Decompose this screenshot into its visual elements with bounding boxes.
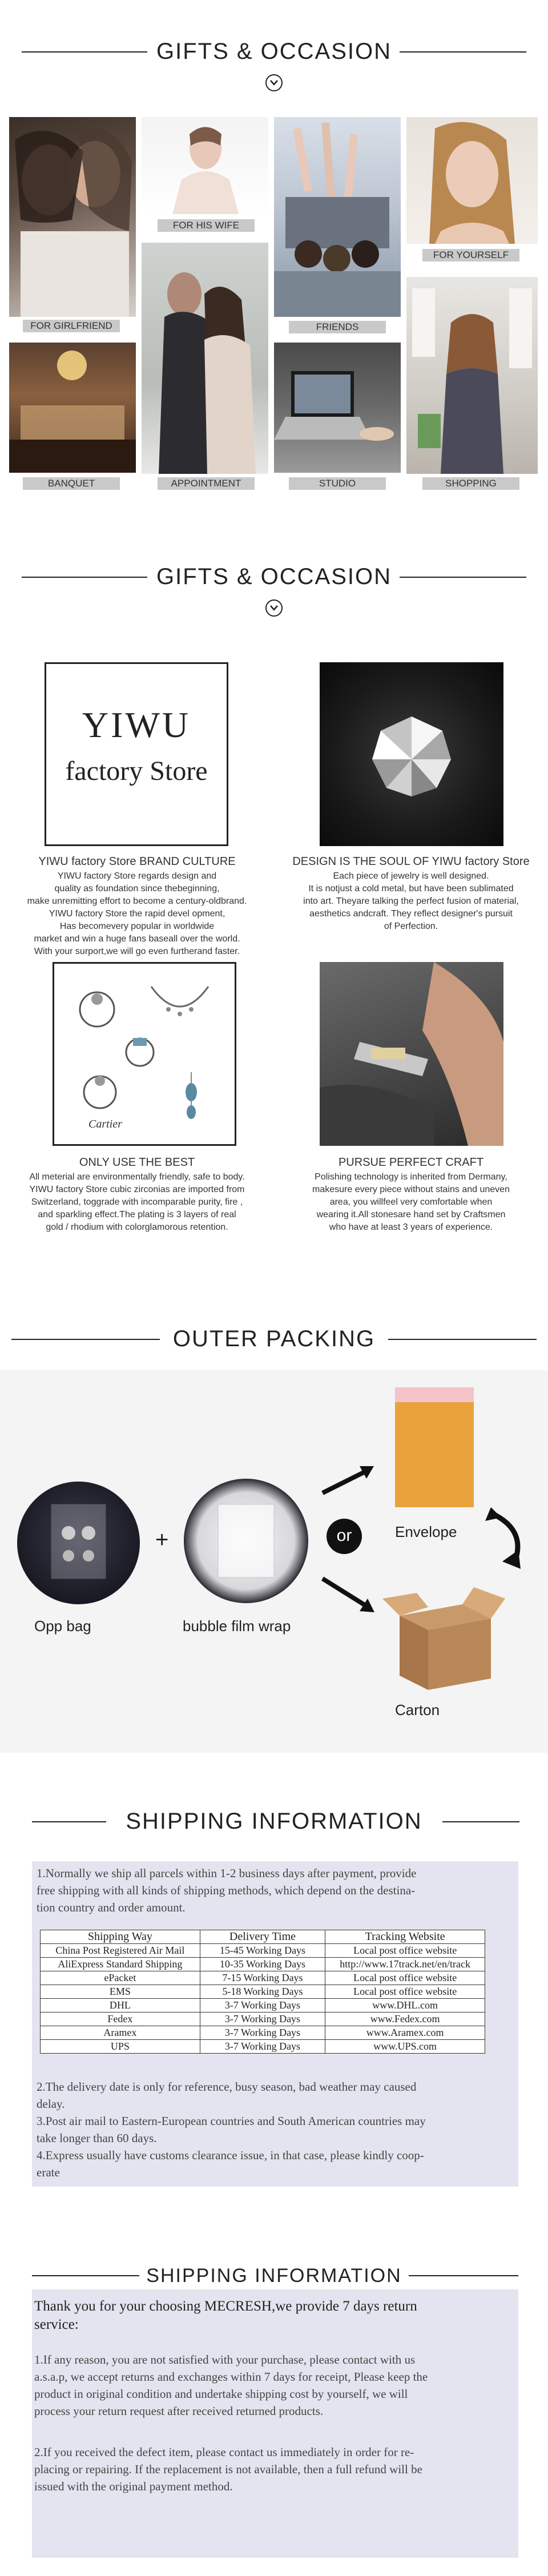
brand-culture-text: YIWU factory Store regards design and quality as foundation since thebeginning, make unremitting effort to become a century-oldbrand. YIWU factory Store the rapid devel opment, Has becomevery popular in worldwide market and win a huge fans baseall over the world. With your surport,we will go even furtherand faster. (27, 871, 247, 956)
table-header: Tracking Website (325, 1930, 485, 1944)
caption-appointment: APPOINTMENT (158, 477, 255, 490)
table-cell: China Post Registered Air Mail (41, 1944, 200, 1958)
shipping-heading (0, 1804, 548, 1838)
shipping-notes: 2.The delivery date is only for reference, busy season, bad weather may caused delay. 3.Post air mail to Eastern-European countries and South American countries may take longer than 60 days. 4.Express usually have customs clearance issue, in that case, please kindly coop- erate (37, 2080, 426, 2179)
section-title: OUTER PACKING (0, 1326, 548, 1352)
table-row (41, 1944, 485, 1958)
use-the-best-title: ONLY USE THE BEST (79, 1156, 195, 1169)
caption-for-yourself: FOR YOURSELF (422, 249, 519, 261)
table-cell: Local post office website (325, 1944, 485, 1958)
carton-image (377, 1576, 508, 1696)
table-cell: UPS (41, 2040, 200, 2054)
or-badge: or (327, 1519, 362, 1554)
table-row (41, 1958, 485, 1971)
table-cell: www.UPS.com (325, 2040, 485, 2054)
table-cell: http://www.17track.net/en/track (325, 1958, 485, 1971)
arrow-to-envelope-icon (320, 1462, 377, 1496)
section-title: SHIPPING INFORMATION (0, 1809, 548, 1834)
returns-lead: Thank you for your choosing MECRESH,we provide 7 days return service: (34, 2299, 417, 2332)
packing-heading (0, 1322, 548, 1356)
table-cell: 3-7 Working Days (200, 2012, 325, 2026)
brand-culture-title: YIWU factory Store BRAND CULTURE (38, 855, 236, 868)
table-header: Shipping Way (41, 1930, 200, 1944)
envelope-image (395, 1387, 474, 1507)
table-cell: Local post office website (325, 1985, 485, 1999)
table-cell: AliExpress Standard Shipping (41, 1958, 200, 1971)
table-cell: 3-7 Working Days (200, 1999, 325, 2012)
caption-studio: STUDIO (289, 477, 386, 490)
photo-studio (274, 343, 401, 473)
logo-line-2: factory Store (65, 756, 208, 786)
caption-for-his-wife: FOR HIS WIFE (158, 219, 255, 232)
photo-bride (142, 117, 268, 214)
section-title: SHIPPING INFORMATION (0, 2265, 548, 2287)
photo-banquet (9, 343, 136, 473)
table-cell: DHL (41, 1999, 200, 2012)
caption-shopping: SHOPPING (422, 477, 519, 490)
photo-friends (274, 117, 401, 317)
brand-logo-box (45, 662, 228, 846)
photo-shopping (406, 277, 538, 474)
bubble-wrap-label: bubble film wrap (183, 1617, 291, 1635)
table-cell: www.DHL.com (325, 1999, 485, 2012)
gifts-heading-1 (0, 34, 548, 69)
table-cell: 10-35 Working Days (200, 1958, 325, 1971)
table-row (41, 1999, 485, 2012)
arrow-to-carton-icon (320, 1576, 377, 1616)
photo-diamond (320, 662, 503, 846)
photo-couple-kiss (9, 117, 136, 317)
table-cell: 5-18 Working Days (200, 1985, 325, 1999)
caption-for-girlfriend: FOR GIRLFRIEND (23, 320, 120, 332)
table-cell: 3-7 Working Days (200, 2040, 325, 2054)
table-cell: 7-15 Working Days (200, 1971, 325, 1985)
perfect-craft-title: PURSUE PERFECT CRAFT (338, 1156, 484, 1169)
photo-appointment-couple (142, 243, 268, 474)
photo-for-yourself (406, 117, 538, 244)
caption-friends: FRIENDS (289, 321, 386, 333)
caption-banquet: BANQUET (23, 477, 120, 490)
table-row (41, 2040, 485, 2054)
table-row (41, 1985, 485, 1999)
table-cell: Local post office website (325, 1971, 485, 1985)
returns-para-2: 2.If you received the defect item, please contact us immediately in order for re- placing or repairing. If the replacement is not available, then a full refund will be issued with the original payment method. (34, 2445, 422, 2493)
gifts-heading-2 (0, 560, 548, 594)
opp-bag-image (17, 1482, 140, 1604)
shipping-intro: 1.Normally we ship all parcels within 1-2 business days after payment, provide free shipping with all kinds of shipping methods, which depend on the destina- tion country and order amount. (37, 1866, 417, 1914)
bubble-wrap-image (184, 1479, 308, 1603)
table-row (41, 2012, 485, 2026)
section-title: GIFTS & OCCASION (0, 39, 548, 65)
table-cell: Aramex (41, 2026, 200, 2040)
section-title: GIFTS & OCCASION (0, 564, 548, 590)
design-soul-title: DESIGN IS THE SOUL OF YIWU factory Store (292, 855, 530, 868)
jewelry-sketch-box (53, 962, 236, 1146)
table-cell: www.Fedex.com (325, 2012, 485, 2026)
returns-para-1: 1.If any reason, you are not satisfied with your purchase, please contact with us a.s.a.p, we accept returns and exchanges within 7 days for receipt, Please keep the product in original condition and undertake shipping cost by yourself, we will process your return request after received returned products. (34, 2353, 428, 2418)
carton-label: Carton (395, 1701, 440, 1718)
chevron-down-icon (265, 74, 283, 91)
table-header: Delivery Time (200, 1930, 325, 1944)
shipping-table (40, 1930, 485, 2054)
plus-sign: + (155, 1527, 169, 1552)
table-cell: Fedex (41, 2012, 200, 2026)
envelope-label: Envelope (395, 1523, 457, 1540)
table-header-row (41, 1930, 485, 1944)
table-cell: 3-7 Working Days (200, 2026, 325, 2040)
returns-heading (0, 2258, 548, 2292)
chevron-down-icon (265, 599, 283, 617)
perfect-craft-text: Polishing technology is inherited from Dermany, makesure every piece without stains and uneven area, you willfeel very comfortable when wearing it.All stonesare hand set by Craftsmen who have at least 3 years of experience. (312, 1172, 510, 1232)
table-row (41, 2026, 485, 2040)
curved-arrow-icon (485, 1507, 531, 1570)
sketch-label-cartier: Cartier (88, 1118, 122, 1130)
table-cell: 15-45 Working Days (200, 1944, 325, 1958)
design-soul-text: Each piece of jewelry is well designed. It is notjust a cold metal, but have been sublimated into art. Theyare talking the perfect fusion of material, aesthetics andcraft. They reflect designer's pursuit of Perfection. (303, 871, 519, 931)
table-cell: www.Aramex.com (325, 2026, 485, 2040)
use-the-best-text: All meterial are environmentally friendly, safe to body. YIWU factory Store cubic zirconias are imported from Switzerland, toggrade with incomparable purity, fire , and sparkling effect.The plating is 3 layers of real gold / rhodium with colorglamorous retention. (29, 1172, 245, 1232)
table-cell: EMS (41, 1985, 200, 1999)
photo-craftsman (320, 962, 503, 1146)
opp-bag-label: Opp bag (34, 1617, 91, 1635)
table-cell: ePacket (41, 1971, 200, 1985)
logo-line-1: YIWU (82, 705, 191, 745)
table-row (41, 1971, 485, 1985)
